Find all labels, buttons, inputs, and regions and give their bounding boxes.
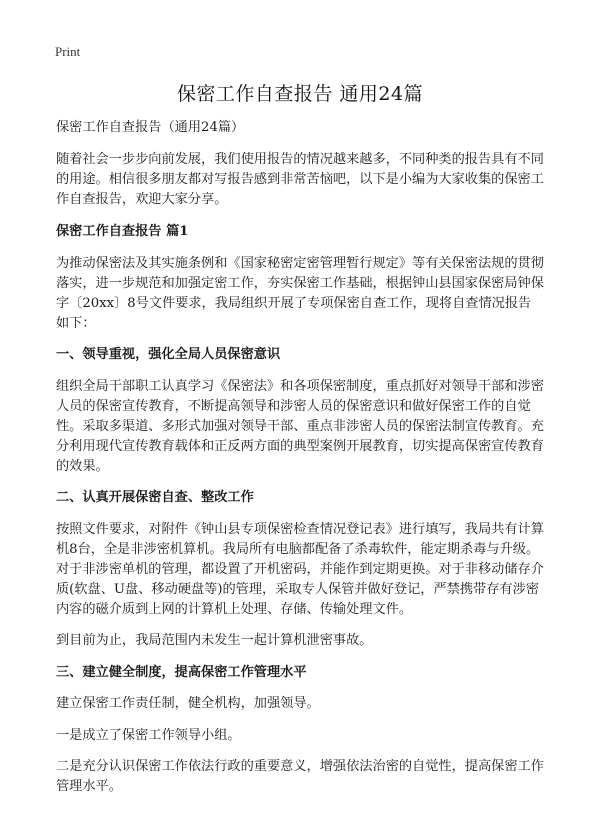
print-label[interactable]: Print <box>55 44 81 59</box>
section3-paragraph-1: 建立保密工作责任制，健全机构，加强领导。 <box>56 696 320 711</box>
section3-heading: 三、建立健全制度，提高保密工作管理水平 <box>56 664 307 680</box>
section2-conclusion: 到目前为止，我局范围内未发生一起计算机泄密事故。 <box>56 633 373 648</box>
page-title: 保密工作自查报告 通用24篇 <box>176 83 424 105</box>
section1-paragraph: 组织全局干部职工认真学习《保密法》和各项保密制度，重点抓好对领导干部和涉密人员的保密宣传教育，不断提高领导和涉密人员的保密意识和做好保密工作的自觉性。采取多渠道、多形式加强对领导干部、重点非涉密人员的保密法制宣传教育。充分利用现代宣传教育载体和正反两方面的典型案例开展教育，切实提高保密宣传教育的效果。 <box>56 378 544 474</box>
section2-paragraph: 按照文件要求，对附件《钟山县专项保密检查情况登记表》进行填写，我局共有计算机8台，全是非涉密机算机。我局所有电脑都配备了杀毒软件，能定期杀毒与升级。对于非涉密单机的管理，都设置了开机密码，并能作到定期更换。对于非移动储存介质(软盘、U盘、移动硬盘等)的管理，采取专人保管并做好登记，严禁携带存有涉密内容的磁介质到上网的计算机上处理、存储、传输处理文件。 <box>56 521 544 617</box>
document-subtitle: 保密工作自查报告（通用24篇） <box>56 120 245 135</box>
section2-heading: 二、认真开展保密自查、整改工作 <box>56 490 254 505</box>
section3-paragraph-3: 二是充分认识保密工作依法行政的重要意义，增强依法治密的自觉性，提高保密工作管理水平。 <box>56 759 544 794</box>
section3-paragraph-2: 一是成立了保密工作领导小组。 <box>56 727 241 743</box>
part-intro-paragraph: 为推动保密法及其实施条例和《国家秘密定密管理暂行规定》等有关保密法规的贯彻落实，进一步规范和加强定密工作，夯实保密工作基础，根据钟山县国家保密局钟保字〔20xx〕8号文件要求，我局组织开展了专项保密自查工作，现将自查情况报告如下： <box>56 255 544 331</box>
document-body <box>56 118 544 809</box>
section1-heading: 一、领导重视，强化全局人员保密意识 <box>56 347 281 362</box>
intro-paragraph: 随着社会一步步向前发展，我们使用报告的情况越来越多，不同种类的报告具有不同的用途。相信很多朋友都对写报告感到非常苦恼吧，以下是小编为大家收集的保密工作自查报告，欢迎大家分享。 <box>56 152 544 207</box>
part-heading: 保密工作自查报告 篇1 <box>56 224 189 239</box>
